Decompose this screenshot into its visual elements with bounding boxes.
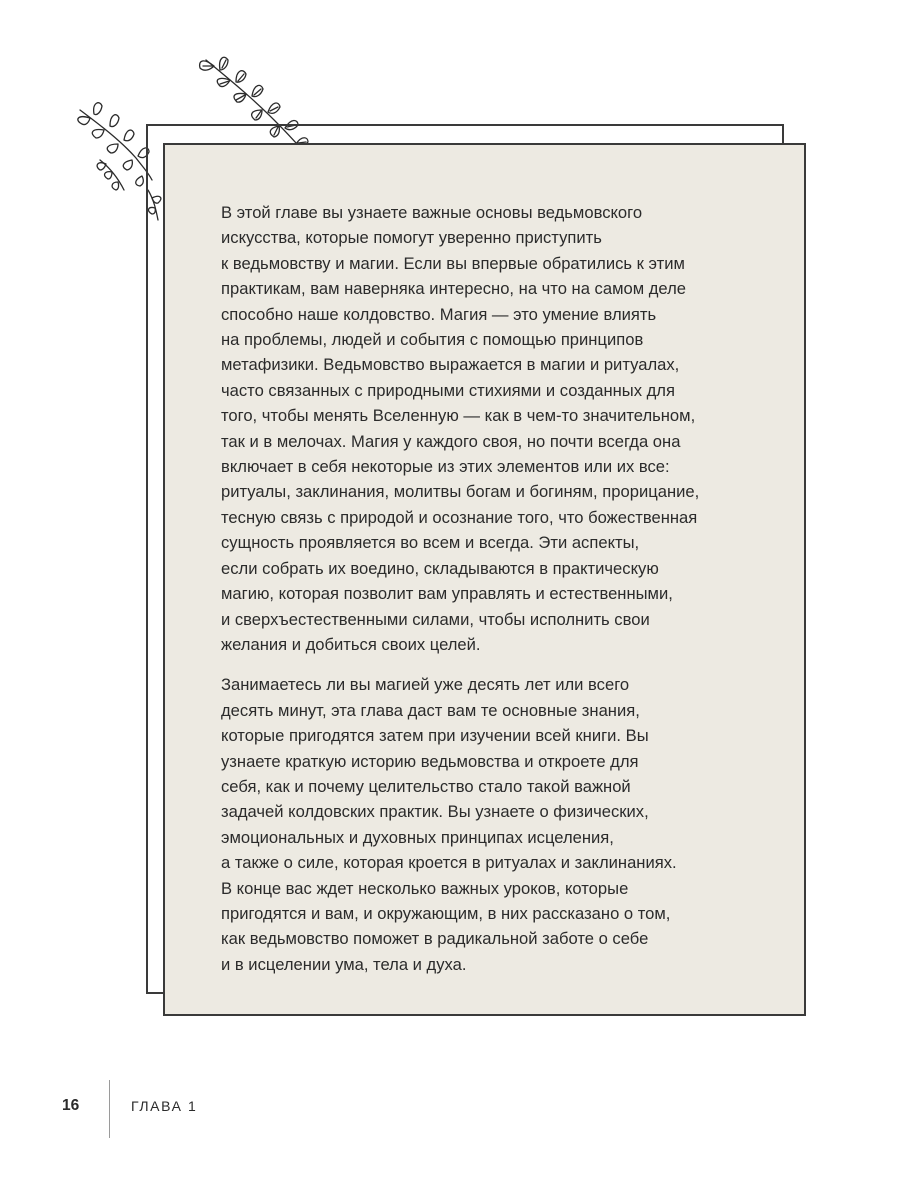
text-line: метафизики. Ведьмовство выражается в магии и ритуалах, [221,355,680,375]
text-line: если собрать их воедино, складываются в практическую [221,558,659,578]
text-line: В этой главе вы узнаете важные основы ведьмовского [221,203,643,222]
text-line: и в исцелении ума, тела и духа. [221,954,467,974]
text-line: Занимаетесь ли вы магией уже десять лет или всего [221,675,630,695]
text-line: десять минут, эта глава даст вам те основные знания, [221,700,640,720]
text-line: способно наше колдовство. Магия — это умение влиять [221,304,657,324]
text-line: сущность проявляется во всем и всегда. Эти аспекты, [221,533,640,553]
text-line: практикам, вам наверняка интересно, на что на самом деле [221,279,687,299]
page-number: 16 [62,1097,80,1114]
text-line: В конце вас ждет несколько важных уроков, которые [221,878,629,898]
running-chapter-title: ГЛАВА 1 [131,1098,198,1114]
text-line: включает в себя некоторые из этих элементов или их все: [221,457,670,477]
text-line: эмоциональных и духовных принципах исцеления, [221,827,614,847]
text-line: пригодятся и вам, и окружающим, в них рассказано о том, [221,903,671,923]
text-line: как ведьмовство поможет в радикальной заботе о себе [221,929,649,949]
text-line: к ведьмовству и магии. Если вы впервые обратились к этим [221,253,685,273]
text-line: магию, которая позволит вам управлять и естественными, [221,584,673,604]
text-line: и сверхъестественными силами, чтобы исполнить свои [221,609,650,629]
text-line: искусства, которые помогут уверенно приступить [221,228,602,248]
text-line: узнаете краткую историю ведьмовства и откроете для [221,751,639,771]
text-line: тесную связь с природой и осознание того, что божественная [221,507,698,527]
text-line: на проблемы, людей и события с помощью принципов [221,330,644,350]
text-line: которые пригодятся затем при изучении всей книги. Вы [221,726,649,746]
text-line: себя, как и почему целительство стало такой важной [221,776,631,796]
footer-divider [109,1080,110,1138]
text-line: задачей колдовских практик. Вы узнаете о физических, [221,802,649,822]
text-line: часто связанных с природными стихиями и созданных для [221,380,675,400]
text-line: так и в мелочах. Магия у каждого своя, но почти всегда она [221,431,681,451]
intro-paragraph-1 [221,200,761,657]
text-line: того, чтобы менять Вселенную — как в чем-то значительном, [221,406,696,426]
text-line: а также о силе, которая кроется в ритуалах и заклинаниях. [221,853,677,873]
intro-paragraph-2 [221,672,761,977]
text-line: желания и добиться своих целей. [221,634,481,654]
text-line: ритуалы, заклинания, молитвы богам и богиням, прорицание, [221,482,700,502]
chapter-intro-text [221,200,761,977]
